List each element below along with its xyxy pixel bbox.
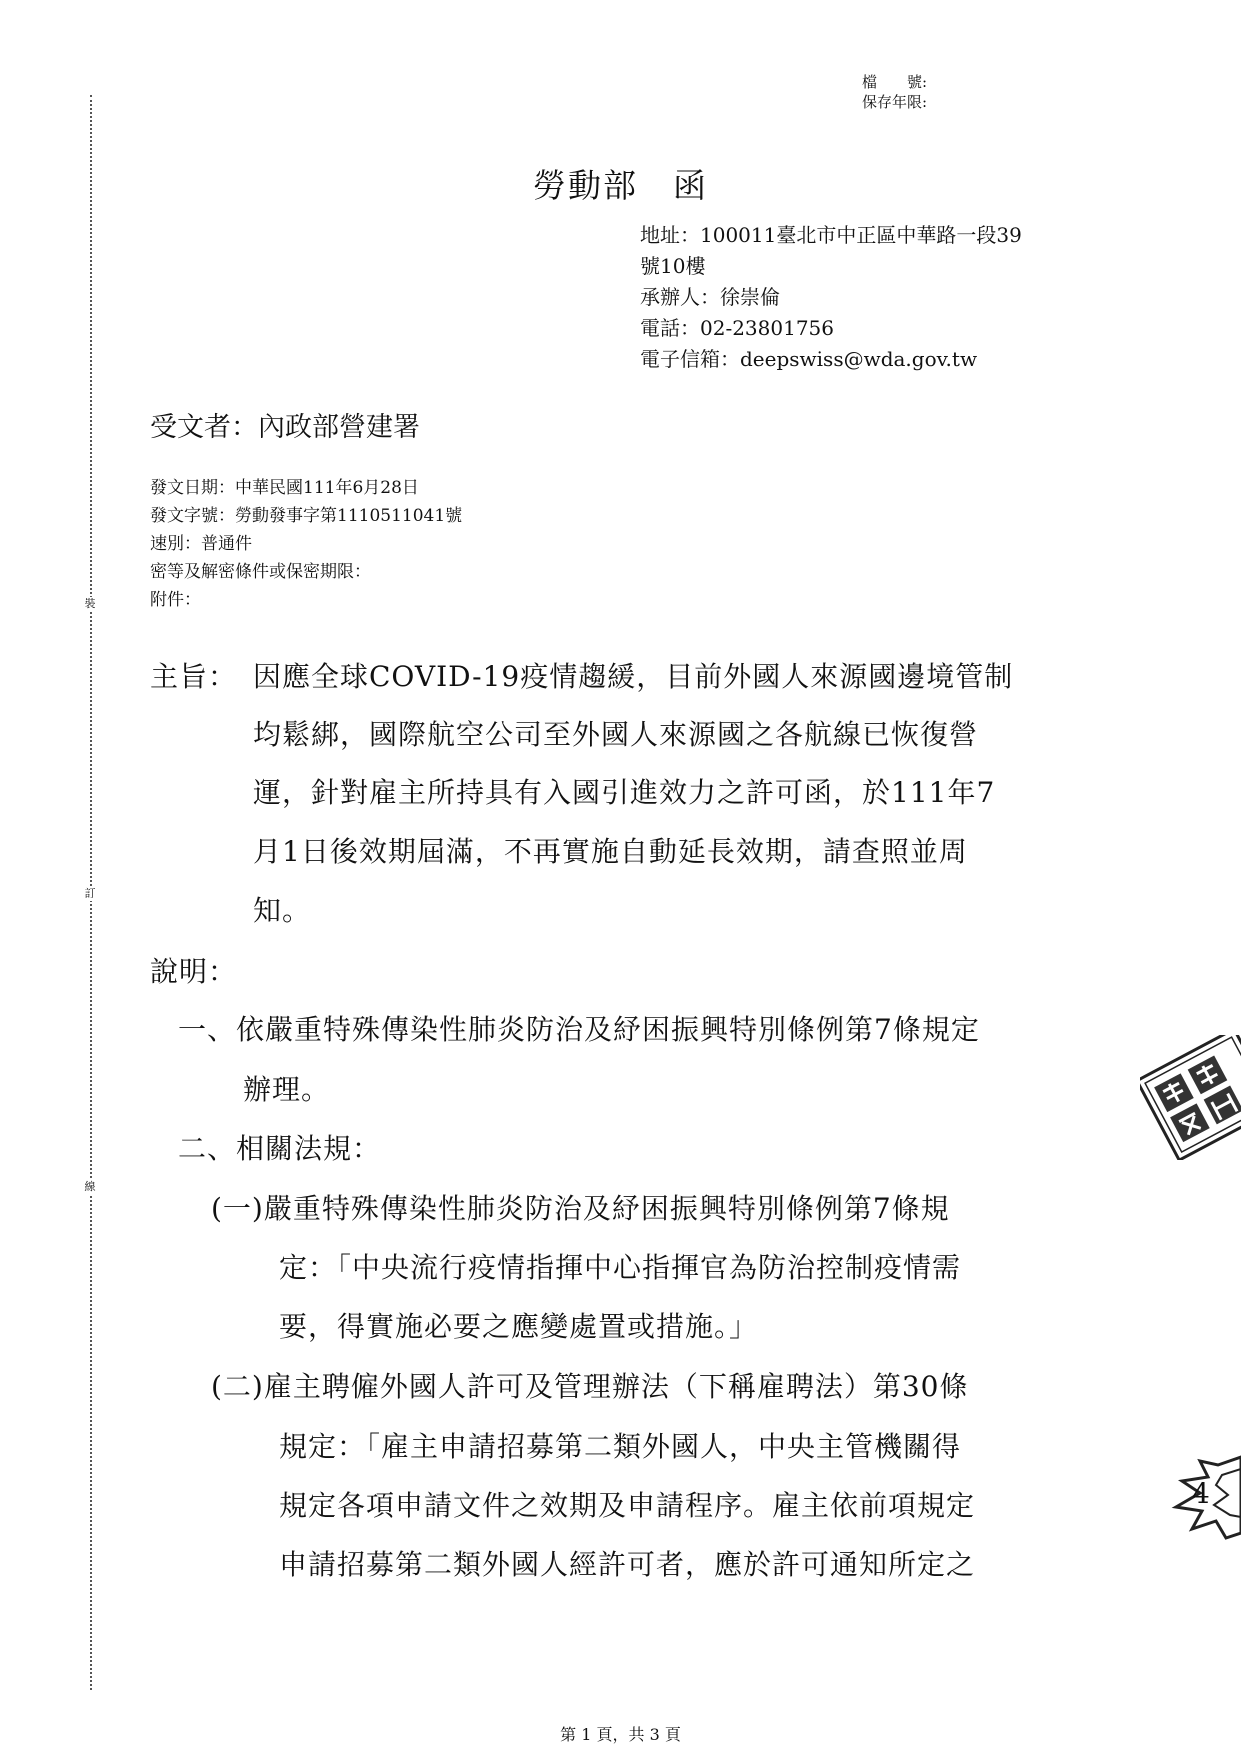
binding-mark-line: 線 [84, 1180, 96, 1193]
sub-item-2-cont: 規定各項申請文件之效期及申請程序。雇主依前項規定 [279, 1489, 976, 1522]
sub-item-2: (二)雇主聘僱外國人許可及管理辦法（下稱雇聘法）第30條 [211, 1370, 969, 1403]
secrecy-level: 密等及解密條件或保密期限： [150, 562, 371, 582]
issue-date: 發文日期：中華民國111年6月28日 [150, 478, 419, 498]
sub-item-2-cont: 規定：「雇主申請招募第二類外國人，中央主管機關得 [279, 1430, 962, 1463]
retention-label: 保存年限: [862, 93, 928, 111]
binding-mark-bind: 裝 [84, 597, 96, 610]
sender-phone: 電話：02-23801756 [640, 316, 835, 340]
sender-block [640, 220, 1022, 375]
file-number-label: 檔 號: [862, 73, 928, 91]
seal-digit: 4 [1192, 1477, 1210, 1510]
document-number: 發文字號：勞動發事字第1110511041號 [150, 506, 463, 526]
attachment: 附件： [150, 590, 201, 610]
edge-seal-fragment [1170, 1455, 1241, 1540]
delivery-speed: 速別：普通件 [150, 534, 252, 554]
subject-line: 均鬆綁，國際航空公司至外國人來源國之各航線已恢復營 [253, 718, 979, 751]
sender-email: 電子信箱：deepswiss@wda.gov.tw [640, 347, 978, 371]
subject-label: 主旨： [150, 660, 238, 693]
sub-item-1-cont: 定：「中央流行疫情指揮中心指揮官為防治控制疫情需 [279, 1251, 962, 1284]
explanation-item-2: 二、相關法規： [178, 1132, 382, 1165]
sub-item-2-cont: 申請招募第二類外國人經許可者，應於許可通知所定之 [279, 1548, 976, 1581]
electronic-exchange-stamp [1140, 1035, 1241, 1160]
subject-line: 因應全球COVID-19疫情趨緩，目前外國人來源國邊境管制 [253, 660, 1014, 693]
explanation-item-1-cont: 辦理。 [243, 1073, 331, 1106]
sender-address-line1: 地址：100011臺北市中正區中華路一段39 [640, 223, 1022, 247]
subject-line: 知。 [253, 894, 312, 927]
sub-item-1: (一)嚴重特殊傳染性肺炎防治及紓困振興特別條例第7條規 [211, 1192, 950, 1225]
subject-line: 月1日後效期屆滿，不再實施自動延長效期，請查照並周 [253, 835, 968, 868]
document-meta [150, 474, 462, 614]
explanation-item-1: 一、依嚴重特殊傳染性肺炎防治及紓困振興特別條例第7條規定 [178, 1013, 980, 1046]
sender-contact: 承辦人：徐崇倫 [640, 285, 780, 309]
sender-address-line2: 號10樓 [640, 254, 706, 278]
file-info [862, 72, 927, 112]
sub-item-1-cont: 要，得實施必要之應變處置或措施。」 [279, 1310, 759, 1343]
subject-line: 運，針對雇主所持具有入國引進效力之許可函，於111年7 [253, 776, 996, 809]
explanation-label: 說明： [150, 955, 238, 988]
page-footer: 第 1 頁，共 3 頁 [560, 1725, 681, 1744]
document-title: 勞動部 函 [533, 166, 708, 205]
recipient: 受文者：內政部營建署 [150, 412, 420, 443]
binding-mark-staple: 訂 [84, 887, 96, 900]
